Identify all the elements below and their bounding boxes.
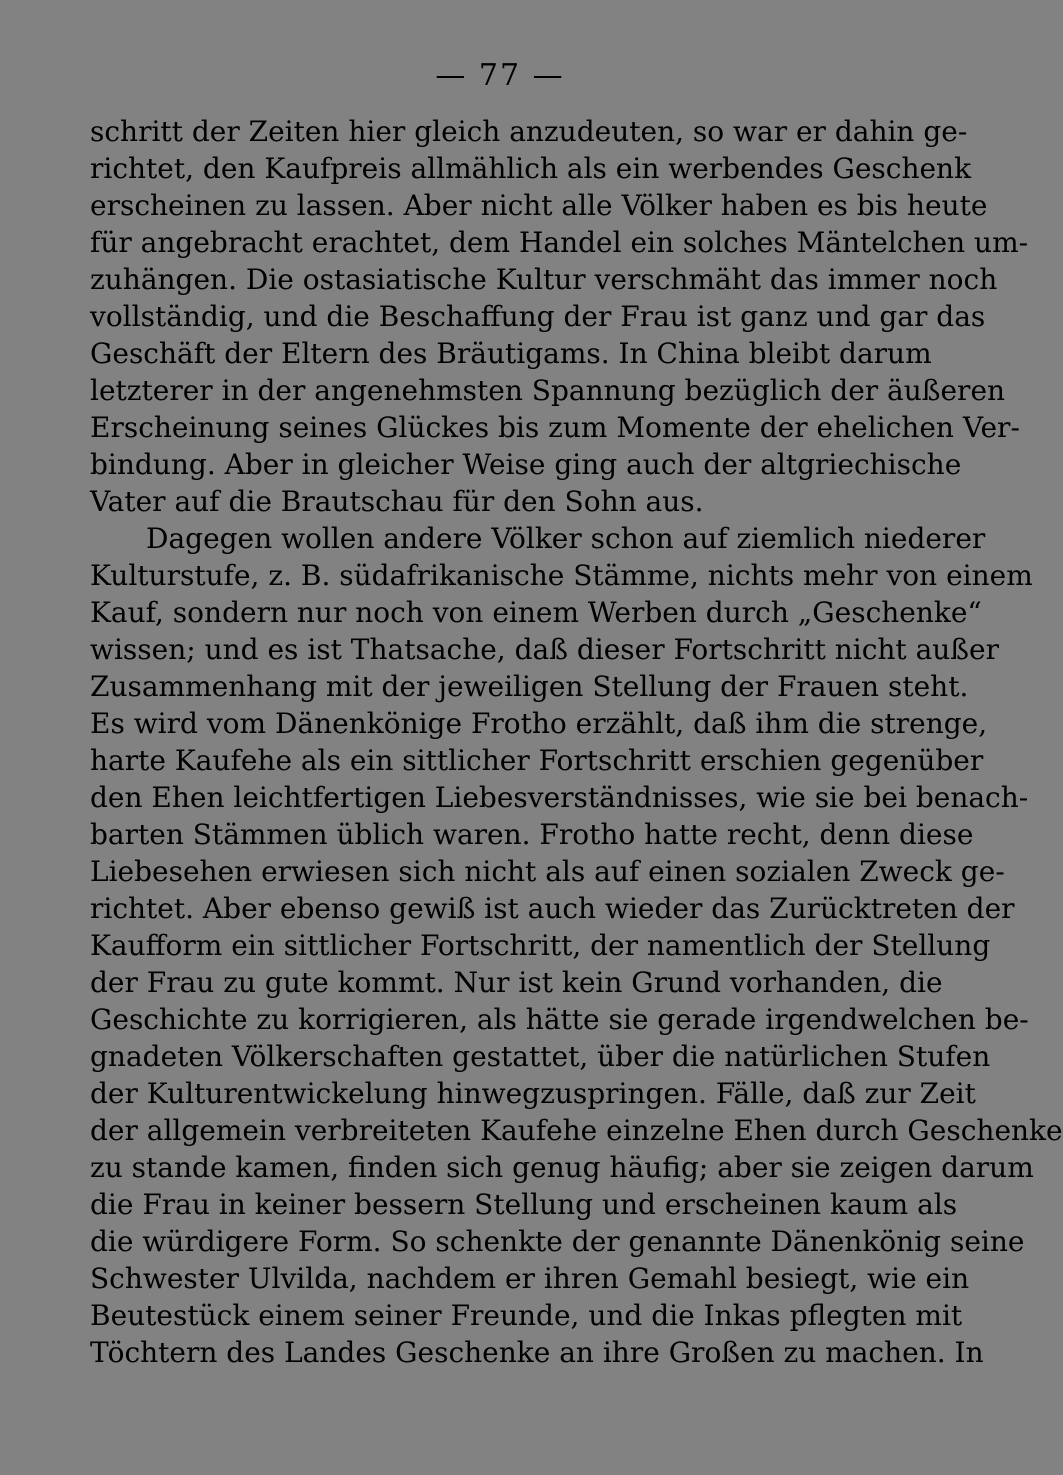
text-line: der Frau zu gute kommt. Nur ist kein Grund vorhanden, die: [90, 966, 943, 999]
text-line: richtet, den Kaufpreis allmählich als ein werbendes Geschenk: [90, 152, 972, 185]
text-line: harte Kaufehe als ein sittlicher Fortschritt erschien gegenüber: [90, 744, 984, 777]
text-line: Beutestück einem seiner Freunde, und die Inkas pflegten mit: [90, 1299, 963, 1332]
text-line: Kauf, sondern nur noch von einem Werben durch „Geschenke“: [90, 596, 982, 629]
text-line: Geschäft der Eltern des Bräutigams. In China bleibt darum: [90, 337, 932, 370]
text-line: zuhängen. Die ostasiatische Kultur verschmäht das immer noch: [90, 263, 998, 296]
text-line: bindung. Aber in gleicher Weise ging auch der altgriechische: [90, 448, 962, 481]
text-line: Es wird vom Dänenkönige Frotho erzählt, daß ihm die strenge,: [90, 707, 988, 740]
text-line: wissen; und es ist Thatsache, daß dieser Fortschritt nicht außer: [90, 633, 999, 666]
page-number: — 77 —: [435, 58, 565, 93]
text-line: Kulturstufe, z. B. südafrikanische Stämme, nichts mehr von einem: [90, 559, 1033, 592]
text-line: Töchtern des Landes Geschenke an ihre Großen zu machen. In: [90, 1336, 984, 1369]
text-line: Schwester Ulvilda, nachdem er ihren Gemahl besiegt, wie ein: [90, 1262, 970, 1295]
text-line: zu stande kamen, finden sich genug häufig; aber sie zeigen darum: [90, 1151, 1034, 1184]
text-line: schritt der Zeiten hier gleich anzudeuten, so war er dahin ge-: [90, 115, 968, 148]
text-line: vollständig, und die Beschaffung der Frau ist ganz und gar das: [90, 300, 986, 333]
text-line: barten Stämmen üblich waren. Frotho hatte recht, denn diese: [90, 818, 974, 851]
text-line: Kaufform ein sittlicher Fortschritt, der namentlich der Stellung: [90, 929, 991, 962]
text-line: der allgemein verbreiteten Kaufehe einzelne Ehen durch Geschenke: [90, 1114, 1063, 1147]
text-line: Vater auf die Brautschau für den Sohn aus.: [90, 485, 704, 518]
text-line: den Ehen leichtfertigen Liebesverständnisses, wie sie bei benach-: [90, 781, 1029, 814]
text-line: die würdigere Form. So schenkte der genannte Dänenkönig seine: [90, 1225, 1025, 1258]
text-line: die Frau in keiner bessern Stellung und erscheinen kaum als: [90, 1188, 958, 1221]
text-line: letzterer in der angenehmsten Spannung bezüglich der äußeren: [90, 374, 1006, 407]
text-line: für angebracht erachtet, dem Handel ein solches Mäntelchen um-: [90, 226, 1029, 259]
text-line: Geschichte zu korrigieren, als hätte sie gerade irgendwelchen be-: [90, 1003, 1029, 1036]
text-line: Dagegen wollen andere Völker schon auf ziemlich niederer: [146, 522, 986, 555]
body-text: [90, 113, 1063, 1371]
text-line: Zusammenhang mit der jeweiligen Stellung der Frauen steht.: [90, 670, 969, 703]
text-line: gnadeten Völkerschaften gestattet, über die natürlichen Stufen: [90, 1040, 991, 1073]
text-line: Liebesehen erwiesen sich nicht als auf einen sozialen Zweck ge-: [90, 855, 1005, 888]
text-line: richtet. Aber ebenso gewiß ist auch wieder das Zurücktreten der: [90, 892, 1015, 925]
text-line: Erscheinung seines Glückes bis zum Momente der ehelichen Ver-: [90, 411, 1020, 444]
text-line: erscheinen zu lassen. Aber nicht alle Völker haben es bis heute: [90, 189, 988, 222]
text-line: der Kulturentwickelung hinwegzuspringen. Fälle, daß zur Zeit: [90, 1077, 976, 1110]
